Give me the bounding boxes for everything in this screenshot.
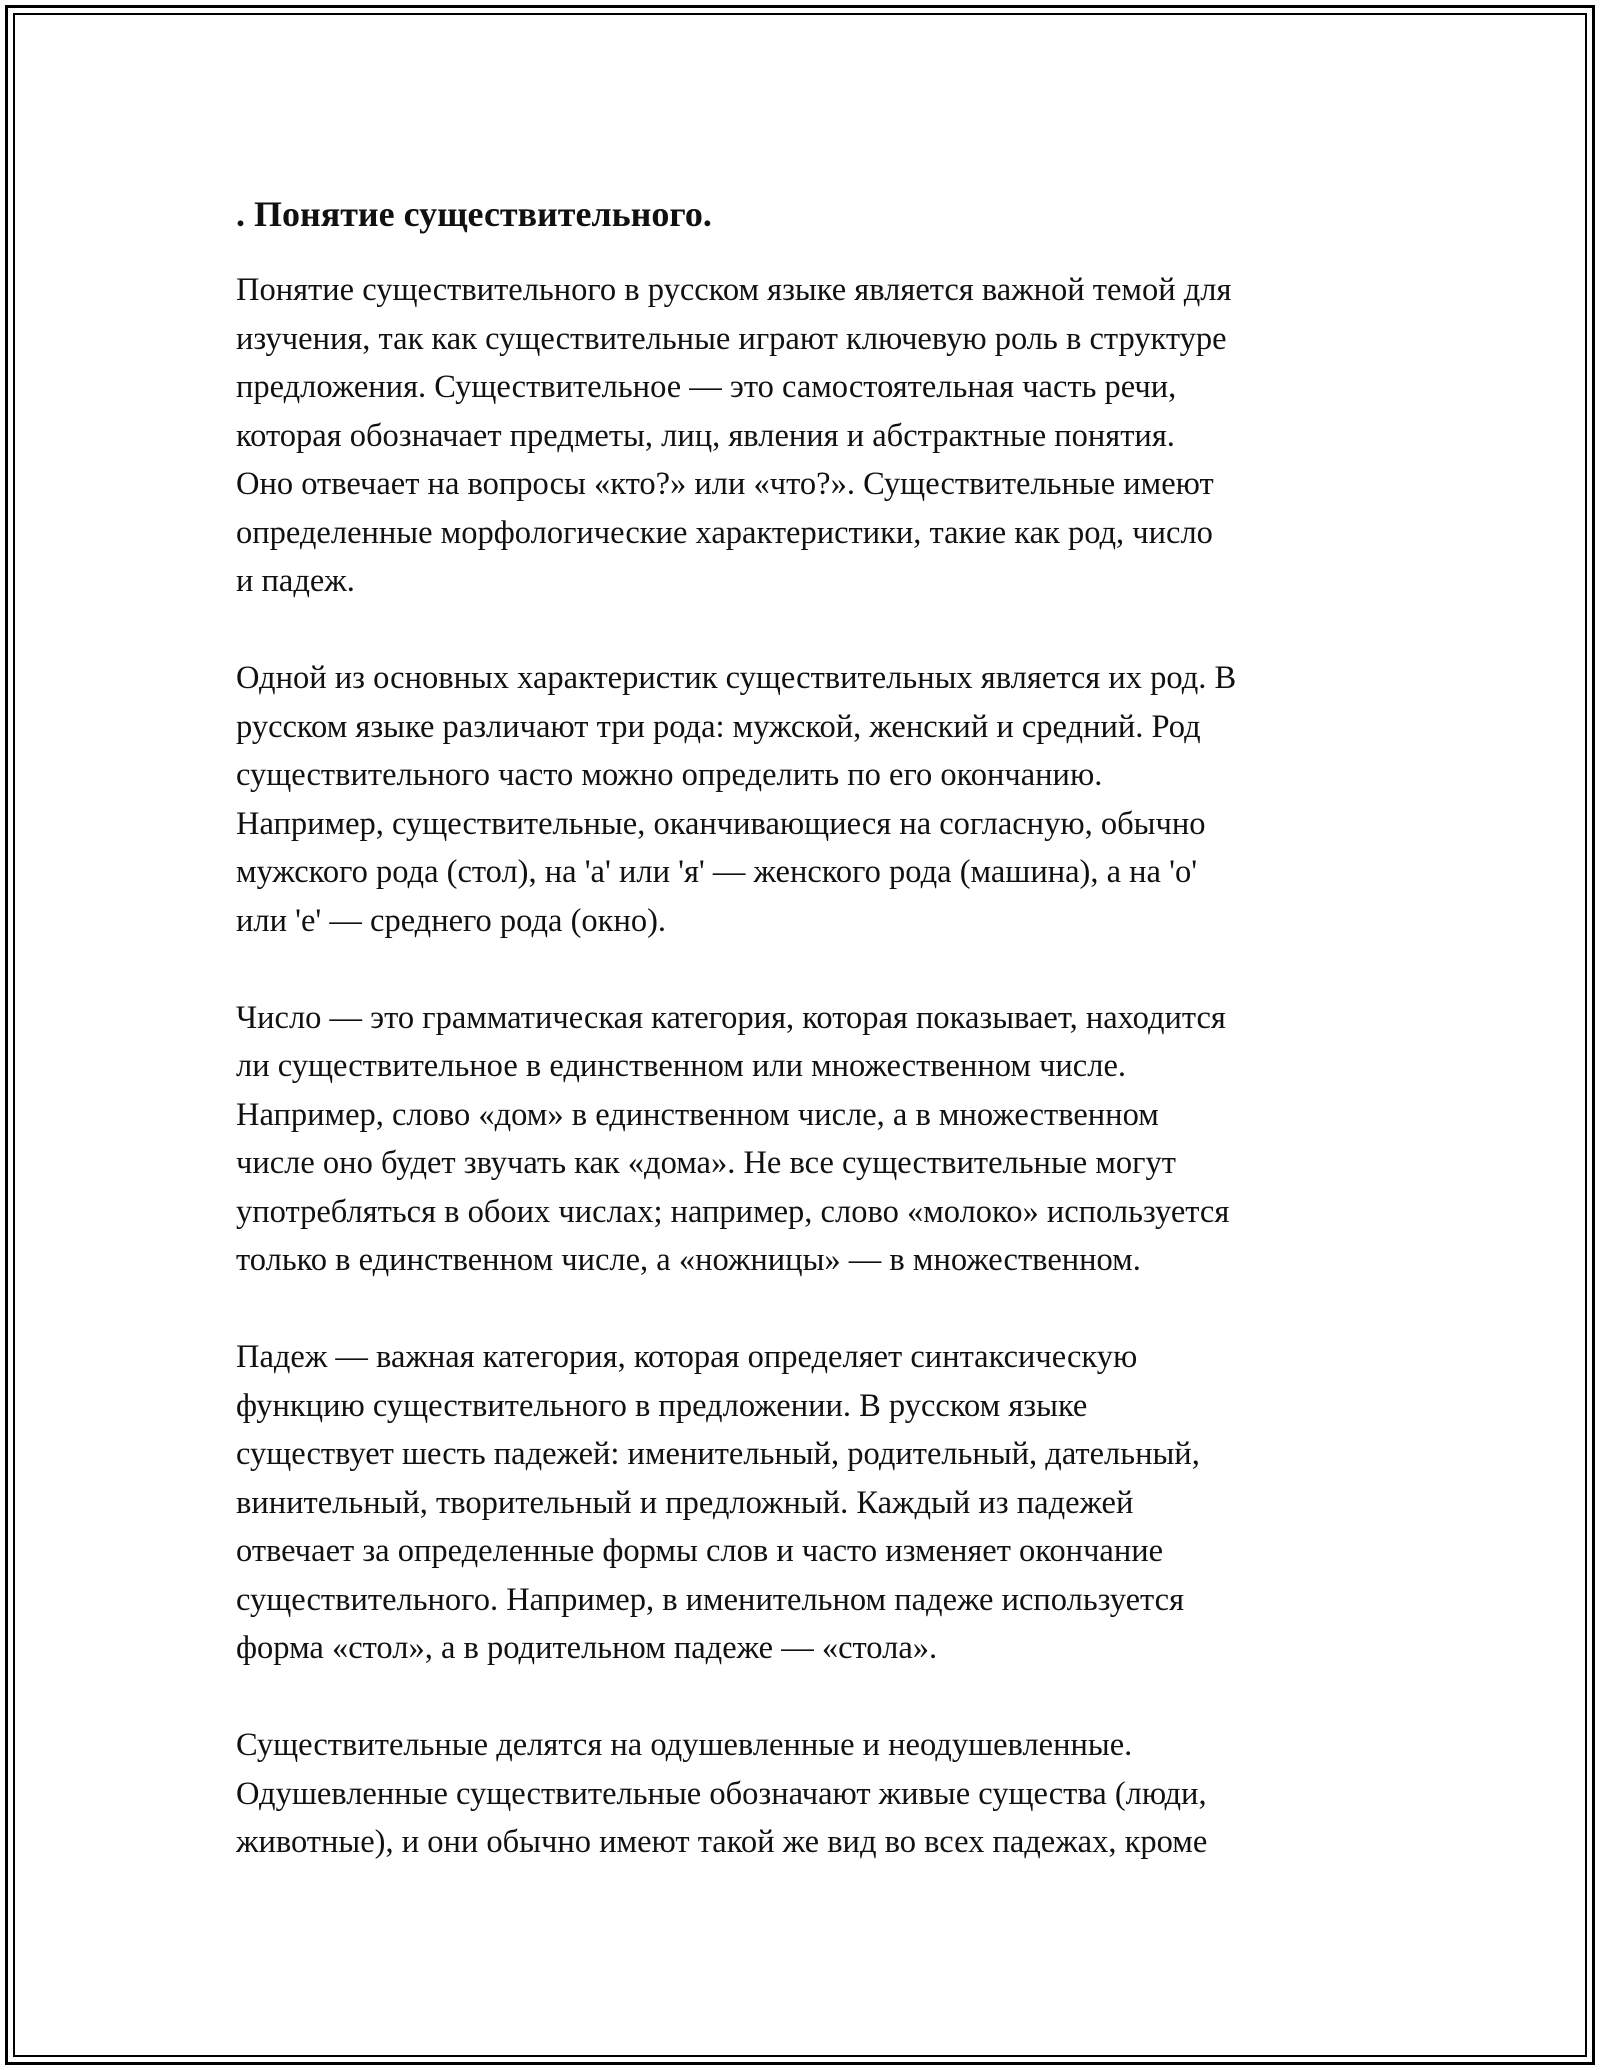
paragraph-animacy: Существительные делятся на одушевленные и неодушевленные. Одушевленные существительные обозначают живые существа (люди, животные), и они обычно имеют такой же вид во всех падежах, кроме	[236, 1727, 1208, 1860]
paragraph-number: Число — это грамматическая категория, которая показывает, находится ли существительное в единственном или множественном числе. Например, слово «дом» в единственном числе, а в множественном числе оно будет звучать как «дома». Не все существительные могут употребляться в обоих числах; например, слово «молоко» используется только в единственном числе, а «ножницы» — в множественном.	[236, 999, 1230, 1278]
section-heading: . Понятие существительного.	[236, 194, 712, 234]
document-body	[236, 190, 1376, 1915]
paragraph-gender: Одной из основных характеристик существительных является их род. В русском языке различают три рода: мужской, женский и средний. Род существительного часто можно определить по его окончанию. Например, существительные, оканчивающиеся на согласную, обычно мужского рода (стол), на 'а' или 'я' — женского рода (машина), а на 'о' или 'е' — среднего рода (окно).	[236, 660, 1237, 939]
paragraph-intro: Понятие существительного в русском языке является важной темой для изучения, так как существительные играют ключевую роль в структуре предложения. Существительное — это самостоятельная часть речи, которая обозначает предметы, лиц, явления и абстрактные понятия. Оно отвечает на вопросы «кто?» или «что?». Существительные имеют определенные морфологические характеристики, такие как род, число и падеж.	[236, 272, 1232, 599]
paragraph-case: Падеж — важная категория, которая определяет синтаксическую функцию существительного в предложении. В русском языке существует шесть падежей: именительный, родительный, дательный, винительный, творительный и предложный. Каждый из падежей отвечает за определенные формы слов и часто изменяет окончание существительного. Например, в именительном падеже используется форма «стол», а в родительном падеже — «стола».	[236, 1339, 1200, 1666]
